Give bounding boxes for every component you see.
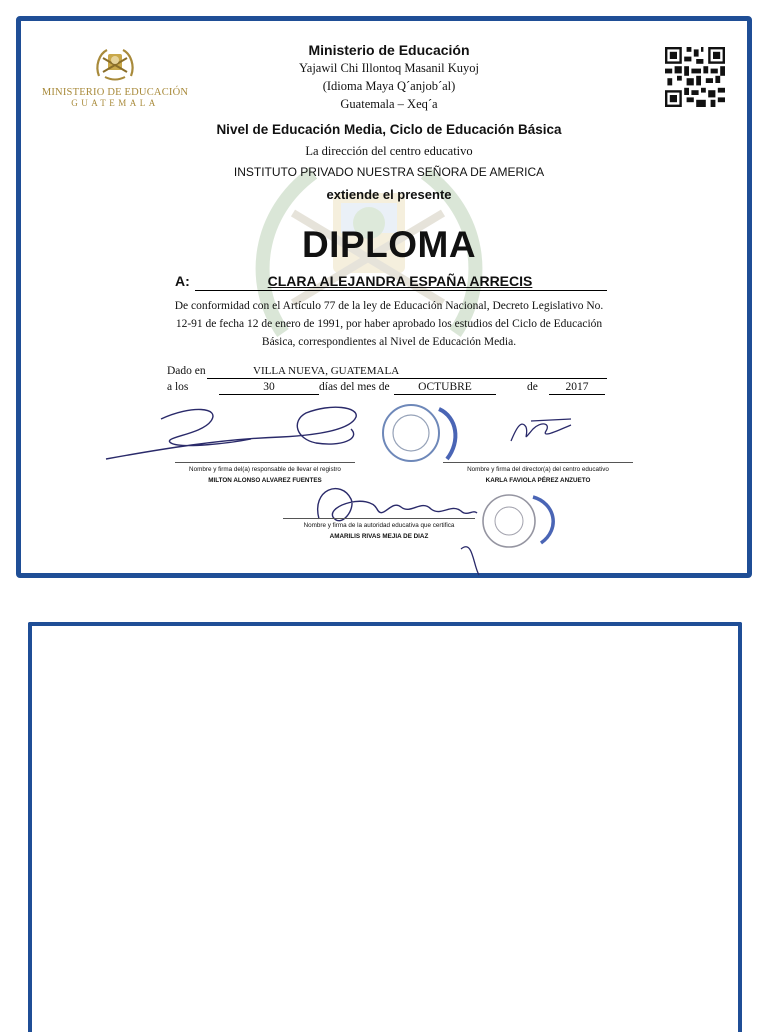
date-row xyxy=(167,381,607,399)
at-label: a los xyxy=(167,381,189,393)
year-underline xyxy=(549,394,605,395)
place-underline xyxy=(207,378,607,379)
month-underline xyxy=(394,394,496,395)
place-value: VILLA NUEVA, GUATEMALA xyxy=(253,365,400,377)
signatures-and-stamps xyxy=(101,399,661,579)
diploma-back-card xyxy=(28,622,742,1032)
ministry-title: Ministerio de Educación xyxy=(308,42,470,58)
paragraph-line: 12-91 de fecha 12 de enero de 1991, por haber aprobado los estudios del Ciclo de Educación xyxy=(175,318,603,330)
header-line-idiom: (Idioma Maya Q´anjob´al) xyxy=(322,79,456,93)
legal-paragraph xyxy=(167,297,611,351)
education-level: Nivel de Educación Media, Ciclo de Educación Básica xyxy=(216,122,562,137)
school-stamp-icon xyxy=(383,405,455,461)
recipient-label: A: xyxy=(175,273,190,289)
of-label: de xyxy=(527,381,538,393)
recipient-underline xyxy=(195,290,607,291)
director-signature-line xyxy=(443,462,633,463)
authority-signature-line xyxy=(283,518,475,519)
recipient-name: CLARA ALEJANDRA ESPAÑA ARRECIS xyxy=(267,273,533,289)
paragraph-line: De conformidad con el Artículo 77 de la ley de Educación Nacional, Decreto Legislativo No. xyxy=(174,300,604,312)
days-of-month-label: días del mes de xyxy=(319,381,390,393)
coat-of-arms-icon xyxy=(93,46,137,82)
director-name: KARLA FAVIOLA PÉREZ ANZUETO xyxy=(485,477,591,484)
qr-code-icon xyxy=(665,47,725,107)
month-value: OCTUBRE xyxy=(418,381,472,393)
year-value: 2017 xyxy=(565,381,589,393)
registrar-caption: Nombre y firma del(a) responsable de llevar el registro xyxy=(189,466,341,473)
authority-signature-icon xyxy=(318,489,477,521)
registrar-signature-line xyxy=(175,462,355,463)
logo-text-ministry: MINISTERIO DE EDUCACIÓN xyxy=(41,87,189,98)
logo-text-country: GUATEMALA xyxy=(71,98,159,108)
diploma-card xyxy=(16,16,752,578)
authority-caption: Nombre y firma de la autoridad educativa que certifica xyxy=(303,522,455,529)
header-line-place: Guatemala – Xeq´a xyxy=(340,97,438,111)
authority-name: AMARILIS RIVAS MEJIA DE DIAZ xyxy=(329,533,429,540)
day-value: 30 xyxy=(263,381,275,393)
registrar-signature-icon xyxy=(106,407,356,459)
director-caption: Nombre y firma del director(a) del centro educativo xyxy=(467,466,609,473)
registrar-name: MILTON ALONSO ALVAREZ FUENTES xyxy=(208,477,322,484)
day-underline xyxy=(219,394,319,395)
institute-name: INSTITUTO PRIVADO NUESTRA SEÑORA DE AMERICA xyxy=(233,165,545,179)
diploma-title: DIPLOMA xyxy=(301,224,477,265)
direction-text: La dirección del centro educativo xyxy=(305,144,473,158)
authority-stamp-icon xyxy=(483,495,553,547)
director-signature-icon xyxy=(511,419,571,441)
header-line-language: Yajawil Chi Illontoq Masanil Kuyoj xyxy=(299,61,479,75)
given-in-label: Dado en xyxy=(167,365,206,377)
paragraph-line: Básica, correspondientes al Nivel de Educación Media. xyxy=(261,336,517,348)
extends-text: extiende el presente xyxy=(326,187,452,202)
